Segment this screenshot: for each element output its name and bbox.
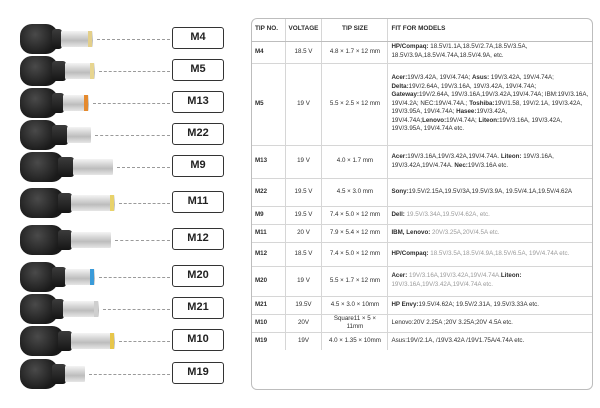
leader-line [93, 103, 170, 104]
connector-color-band [110, 195, 114, 211]
cell-fit-for-models [388, 63, 592, 145]
model-brand: HP/Compaq: [391, 43, 429, 51]
connector-pin [71, 333, 115, 349]
model-brand: Acer: [391, 272, 408, 280]
tip-label: M19 [172, 362, 224, 384]
tip-label: M5 [172, 59, 224, 81]
cell-tip-size: Square11 × 5 × 11mm [322, 314, 388, 332]
connector-neck [58, 157, 74, 177]
cell-tip-no: M19 [255, 337, 268, 345]
cell-tip-size: 4.5 × 3.0 mm [322, 178, 388, 206]
model-spec: 19V/3.16A,19V/3.42A,19V/4.74A. [407, 152, 501, 160]
cell-tip-size: 7.9 × 5.4 × 12 mm [322, 224, 388, 242]
leader-line [89, 374, 170, 375]
table-row [252, 332, 592, 350]
tip-label: M11 [172, 191, 224, 213]
connector-neck [58, 331, 72, 351]
model-brand: HP Envy: [391, 300, 419, 308]
model-spec: 20V/3.25A,20V/4.5A etc. [430, 228, 500, 236]
leader-line [117, 167, 170, 168]
table-row [252, 314, 592, 332]
connector-pin [71, 232, 111, 248]
tip-row [0, 148, 230, 184]
cell-tip-no: M22 [252, 178, 285, 206]
model-brand: Hasee: [456, 108, 477, 116]
tip-label: M22 [172, 123, 224, 145]
cell-fit-for-models [388, 314, 592, 332]
connector-color-band [88, 31, 92, 47]
table-row [252, 242, 592, 266]
model-spec: 19V/1.58, 19V/2.1A, 19V/3.42A, 19V/3.95A, 19V/4.74A; [391, 99, 583, 116]
tip-row [0, 116, 230, 152]
cell-tip-size: 5.5 × 1.7 × 12 mm [322, 266, 388, 296]
table-row [252, 296, 592, 314]
model-spec: 19.5V/2.15A,19.5V/3A,19.5V/3.9A, 19.5V/4.1A,19.5V/4.62A [408, 187, 573, 195]
table-header-row [252, 19, 592, 41]
cell-tip-no: M21 [252, 296, 285, 314]
cell-tip-size: 4.8 × 1.7 × 12 mm [322, 41, 388, 63]
cell-tip-size: 7.4 × 5.0 × 12 mm [322, 206, 388, 224]
leader-line [99, 71, 170, 72]
connector-neck [58, 230, 72, 250]
cell-fit-for-models [388, 41, 592, 63]
leader-line [119, 341, 170, 342]
connector-color-band [84, 95, 88, 111]
tip-label: M10 [172, 329, 224, 351]
tip-row [0, 20, 230, 56]
connector-color-band [110, 333, 114, 349]
model-brand: Gateway: [391, 91, 419, 99]
table-row [252, 266, 592, 296]
cell-voltage: 19.5 V [285, 206, 322, 224]
table-row [252, 63, 592, 145]
cell-tip-size: 4.0 × 1.35 × 10mm [322, 332, 388, 350]
header-tip-size: TIP SIZE [322, 19, 388, 41]
tip-label: M12 [172, 228, 224, 250]
model-spec: 19V/3.16A etc. [467, 161, 509, 169]
model-spec: 18.5V/3.5A,18.5V/4.9A,18.5V/6.5A, 19V/4.74A etc. [428, 249, 570, 257]
table-row [252, 145, 592, 178]
tip-spec-table [251, 18, 593, 390]
connector-color-band [94, 301, 98, 317]
tip-row [0, 258, 230, 294]
cell-fit-for-models [388, 296, 592, 314]
model-spec: 19.5V/3.34A,19.5V/4.62A, etc. [404, 210, 490, 218]
model-brand: Lenovo: [422, 116, 447, 124]
table-row [252, 41, 592, 63]
cell-tip-size: 4.5 × 3.0 × 10mm [322, 296, 388, 314]
tip-label: M4 [172, 27, 224, 49]
model-spec: 19V/3.16A, 19V/3.42A, 19V/3.95A, 19V/4.74A etc. [391, 116, 563, 133]
leader-line [99, 277, 170, 278]
model-spec: 19V/3.16A, 19V/3.42A,19V/4.74A. [391, 152, 554, 169]
cell-tip-no: M11 [252, 224, 285, 242]
cell-tip-size: 5.5 × 2.5 × 12 mm [322, 63, 388, 145]
connector-neck [52, 364, 66, 384]
cell-tip-no: M10 [252, 314, 285, 332]
cell-fit-for-models [388, 145, 592, 178]
model-brand: Nec: [454, 161, 468, 169]
model-brand: Acer: [391, 152, 408, 160]
cell-tip-no: M5 [252, 63, 285, 145]
table-row [252, 206, 592, 224]
connector-color-band [90, 63, 94, 79]
cell-tip-size: 4.0 × 1.7 mm [322, 145, 388, 178]
connector-color-band [90, 269, 94, 285]
cell-tip-no: M9 [252, 206, 285, 224]
table-row [252, 224, 592, 242]
model-brand: Acer: [391, 73, 408, 81]
leader-line [95, 135, 170, 136]
tip-row [0, 52, 230, 88]
leader-line [97, 39, 170, 40]
model-brand: Dell: [391, 210, 405, 218]
cell-tip-no: M12 [252, 242, 285, 266]
model-brand: Asus: [471, 73, 490, 81]
cell-voltage: 19 V [285, 266, 322, 296]
model-brand: Sony: [391, 187, 409, 195]
leader-line [103, 309, 170, 310]
tip-row [0, 84, 230, 120]
cell-voltage: 20V [285, 314, 322, 332]
cell-tip-no: M13 [252, 145, 285, 178]
cell-voltage: 20 V [285, 224, 322, 242]
cell-voltage: 19.5V [285, 296, 322, 314]
table-row [252, 178, 592, 206]
cell-voltage: 19V [285, 332, 322, 350]
model-spec: Lenovo:20V 2.25A ;20V 3.25A;20V 4.5A etc. [391, 318, 513, 326]
model-spec: 19.5V/4.62A; 19.5V/2.31A, 19.5V/3.33A etc. [418, 300, 539, 308]
connector-pin [71, 195, 115, 211]
connector-neck [52, 61, 66, 81]
cell-tip-no: M4 [252, 41, 285, 63]
tip-label: M20 [172, 265, 224, 287]
connector-neck [52, 267, 66, 287]
cell-voltage: 19 V [285, 63, 322, 145]
tip-row [0, 322, 230, 358]
cell-fit-for-models [388, 266, 592, 296]
model-spec: Asus:19V/2.1A, /19V3.42A /19V1.75A/4.74A etc. [391, 337, 525, 345]
model-brand: Liteon: [478, 116, 500, 124]
tip-row [0, 221, 230, 257]
cell-fit-for-models [388, 206, 592, 224]
cell-fit-for-models [388, 178, 592, 206]
model-spec: 19V/3.42A, 19V/4.74A; [407, 73, 472, 81]
tip-label: M9 [172, 155, 224, 177]
leader-line [119, 203, 170, 204]
cell-voltage: 19.5 V [285, 178, 322, 206]
connector-pin [67, 127, 91, 143]
leader-line [115, 240, 170, 241]
header-tip-no: TIP NO. [252, 19, 285, 41]
model-brand: IBM, Lenovo: [391, 228, 431, 236]
connector-neck [52, 125, 68, 145]
tip-row [0, 355, 230, 391]
model-spec: 19V/3.16A,19V/3.42A,19V/4.74A. [407, 272, 501, 280]
model-brand: Liteon: [500, 152, 522, 160]
cell-fit-for-models [388, 332, 592, 350]
model-brand: Liteon: [500, 272, 522, 280]
model-brand: HP/Compaq: [391, 249, 429, 257]
model-spec: 18.5V/1.1A,18.5V/2.7A,18.5V/3.5A, 18.5V/3.9A,18.5V/4.74A,18.5V/4.9A, etc. [391, 43, 528, 59]
cell-fit-for-models [388, 224, 592, 242]
header-voltage: VOLTAGE [285, 19, 322, 41]
tip-label: M13 [172, 91, 224, 113]
tip-row [0, 290, 230, 326]
cell-voltage: 19 V [285, 145, 322, 178]
connector-pin [65, 366, 85, 382]
model-spec: 19V/2.64A, 19V/3.16A, 19V/3.42A, 19V/4.74A; [408, 82, 537, 90]
cell-fit-for-models [388, 242, 592, 266]
model-spec: 19V/3.42A, 19V/4.74A; [489, 73, 554, 81]
header-fit-for-models: FIT FOR MODELS [388, 19, 592, 41]
cell-voltage: 18.5 V [285, 242, 322, 266]
connector-pin [73, 159, 113, 175]
model-brand: Toshiba: [469, 99, 495, 107]
model-spec: 19V/4.74A; [446, 116, 479, 124]
connector-neck [58, 193, 72, 213]
tip-label: M21 [172, 297, 224, 319]
model-spec: 19V/3.16A,19V/3.42A,19V/4.74A etc. [391, 281, 493, 288]
cell-tip-size: 7.4 × 5.0 × 12 mm [322, 242, 388, 266]
cell-voltage: 18.5 V [285, 41, 322, 63]
model-spec: 19V/2.64A, 19V/3.16A,19V/3.42A,19V/4.74A; IBM:19V/3.16A, 19V/4.2A; NEC:19V/4.74A.; [391, 91, 589, 107]
cell-tip-no: M20 [252, 266, 285, 296]
tip-row [0, 184, 230, 220]
model-spec: 19V/3.42A, 19V/4.74A; [391, 108, 508, 124]
model-brand: Delta: [391, 82, 409, 90]
